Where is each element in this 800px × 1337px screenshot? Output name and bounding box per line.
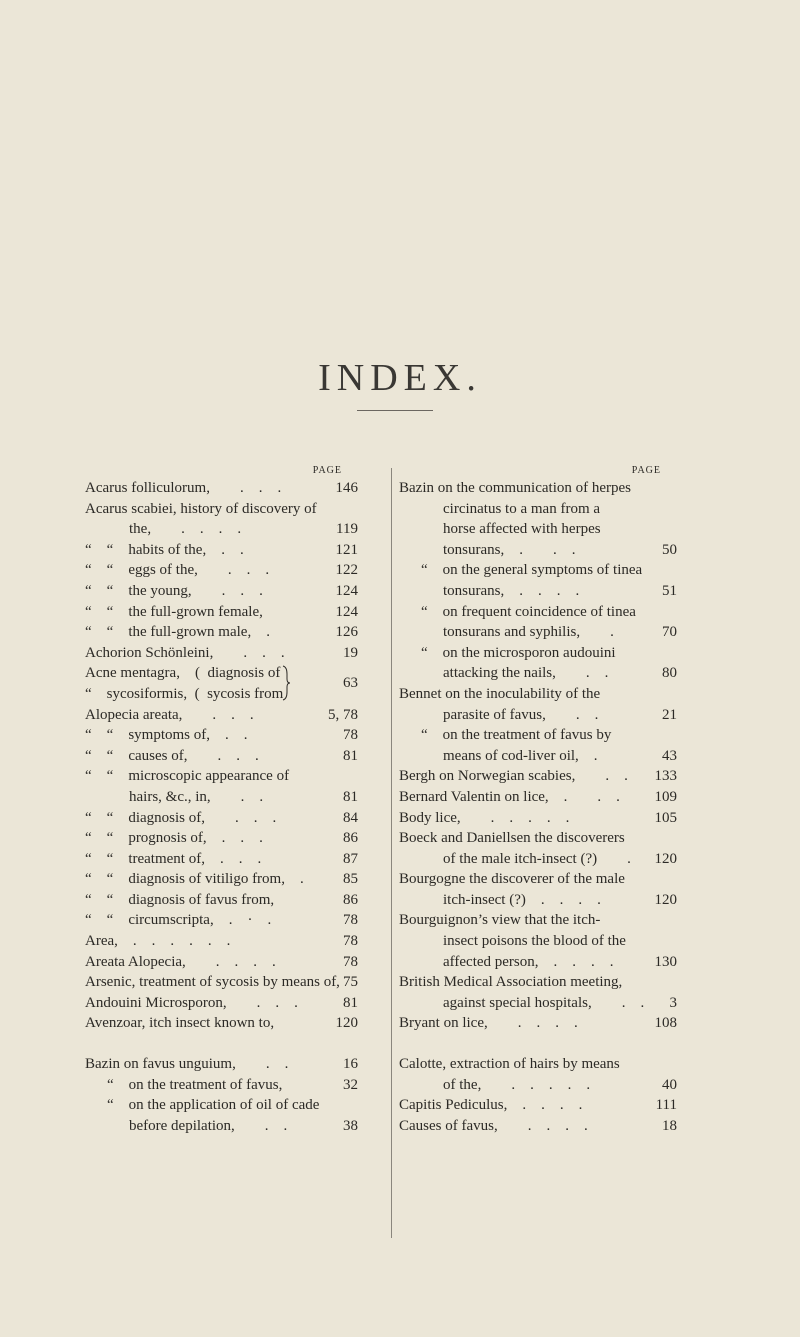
entry-page: 124 — [335, 603, 358, 620]
entry-page: 78 — [343, 953, 358, 970]
entry-text: “ sycosiformis, ( sycosis from — [85, 685, 284, 702]
entry-page: 111 — [655, 1097, 677, 1114]
brace-icon — [282, 665, 290, 701]
index-entry — [399, 910, 689, 931]
entry-page: 5, 78 — [328, 706, 358, 723]
index-entry — [85, 581, 370, 602]
entry-text: Alopecia areata, . . . — [85, 706, 254, 723]
entry-text: “ on the application of oil of cade — [107, 1097, 320, 1114]
entry-text: the, . . . . — [129, 521, 242, 538]
entry-text: Capitis Pediculus, . . . . — [399, 1097, 583, 1114]
entry-page: 81 — [343, 788, 358, 805]
entry-text: “ on the treatment of favus by — [421, 727, 612, 744]
entry-page: 40 — [662, 1076, 677, 1093]
entry-page: 84 — [343, 809, 358, 826]
entry-text: Bazin on favus unguium, . . — [85, 1056, 289, 1073]
index-entry — [399, 705, 689, 726]
index-entry — [85, 869, 370, 890]
index-entry — [85, 478, 370, 499]
index-entry — [399, 725, 689, 746]
index-entry — [85, 499, 370, 520]
entry-text: Causes of favus, . . . . — [399, 1117, 588, 1134]
entry-page: 120 — [654, 850, 677, 867]
entry-text: itch-insect (?) . . . . — [443, 891, 601, 908]
left-column — [85, 464, 370, 1136]
entry-text: against special hospitals, . . — [443, 994, 645, 1011]
entry-text: Avenzoar, itch insect known to, — [85, 1015, 275, 1032]
index-entry — [399, 1095, 689, 1116]
entry-text: “ “ the full-grown male, . — [85, 624, 270, 641]
entry-page: 80 — [662, 665, 677, 682]
entry-text: “ “ diagnosis of favus from, — [85, 891, 275, 908]
entry-text: horse affected with herpes — [443, 521, 601, 538]
entry-text: tonsurans and syphilis, . — [443, 624, 614, 641]
entry-page: 78 — [343, 912, 358, 929]
entry-page: 130 — [654, 953, 677, 970]
entry-page: 78 — [343, 727, 358, 744]
entry-text: “ “ the young, . . . — [85, 582, 263, 599]
entry-text: Acarus scabiei, history of discovery of — [85, 500, 317, 517]
right-entries-a — [399, 478, 689, 1034]
page-header-right: PAGE — [631, 465, 661, 476]
entry-page: 120 — [654, 891, 677, 908]
entry-text: “ on the general symptoms of tinea — [421, 562, 643, 579]
entry-text: “ “ microscopic appearance of — [85, 768, 290, 785]
entry-page: 119 — [336, 521, 358, 538]
index-entry — [399, 519, 689, 540]
entry-page: 63 — [343, 675, 358, 692]
section-gap — [85, 1034, 370, 1054]
entry-text: Bourguignon’s view that the itch- — [399, 912, 601, 929]
index-entry — [85, 725, 370, 746]
index-entry — [85, 828, 370, 849]
index-entry — [85, 1075, 370, 1096]
index-entry — [399, 1075, 689, 1096]
index-entry — [85, 519, 370, 540]
entry-text: Bourgogne the discoverer of the male — [399, 871, 625, 888]
index-entry — [85, 643, 370, 664]
index-entry — [85, 746, 370, 767]
entry-page: 50 — [662, 541, 677, 558]
index-entry — [85, 952, 370, 973]
index-entry — [85, 540, 370, 561]
entry-page: 70 — [662, 624, 677, 641]
index-entry — [399, 1054, 689, 1075]
entry-text: “ “ symptoms of, . . — [85, 727, 248, 744]
index-entry — [85, 766, 370, 787]
left-entries-b — [85, 705, 370, 1035]
entry-page: 21 — [662, 706, 677, 723]
index-entry — [399, 869, 689, 890]
entry-page: 108 — [654, 1015, 677, 1032]
entry-page: 109 — [654, 788, 677, 805]
index-entry — [399, 560, 689, 581]
entry-text: “ “ circumscripta, . · . — [85, 912, 272, 929]
index-entry — [399, 478, 689, 499]
entry-page: 16 — [343, 1056, 358, 1073]
entry-text: “ “ prognosis of, . . . — [85, 830, 263, 847]
index-entry — [85, 705, 370, 726]
column-divider — [391, 468, 392, 1238]
entry-page: 120 — [335, 1015, 358, 1032]
right-entries-c — [399, 1054, 689, 1136]
entry-page: 18 — [662, 1117, 677, 1134]
index-entry — [85, 560, 370, 581]
entry-text: Area, . . . . . . — [85, 933, 231, 950]
index-entry — [85, 993, 370, 1014]
index-entry — [399, 499, 689, 520]
index-entry — [85, 890, 370, 911]
entry-page: 105 — [654, 809, 677, 826]
entry-page: 122 — [335, 562, 358, 579]
index-entry — [399, 972, 689, 993]
entry-text: Bazin on the communication of herpes — [399, 480, 632, 496]
left-entries-a — [85, 478, 370, 663]
index-entry — [399, 766, 689, 787]
entry-page: 124 — [335, 582, 358, 599]
entry-text: Bernard Valentin on lice, . . . — [399, 788, 620, 805]
index-entry — [399, 540, 689, 561]
entry-text: tonsurans, . . . — [443, 541, 576, 558]
index-entry — [85, 1054, 370, 1075]
entry-page: 86 — [343, 891, 358, 908]
index-entry — [85, 849, 370, 870]
index-entry — [85, 931, 370, 952]
index-entry — [85, 787, 370, 808]
entry-page: 85 — [343, 871, 358, 888]
entry-text: affected person, . . . . — [443, 953, 614, 970]
entry-page: 51 — [662, 582, 677, 599]
entry-page: 87 — [343, 850, 358, 867]
entry-text: Body lice, . . . . . — [399, 809, 570, 826]
entry-text: “ “ treatment of, . . . — [85, 850, 262, 867]
entry-page: 75 — [343, 974, 358, 991]
index-entry — [399, 993, 689, 1014]
entry-text: Arsenic, treatment of sycosis by means of, — [85, 974, 340, 991]
index-entry — [399, 581, 689, 602]
index-entry-acne — [85, 663, 370, 704]
index-entry — [85, 1095, 370, 1116]
entry-text: Achorion Schönleini, . . . — [85, 644, 285, 661]
index-entry — [399, 890, 689, 911]
entry-text: Bergh on Norwegian scabies, . . — [399, 768, 628, 785]
entry-page: 133 — [654, 768, 677, 785]
entry-text: of the, . . . . . — [443, 1076, 591, 1093]
entry-text: “ “ habits of the, . . — [85, 541, 244, 558]
index-entry — [85, 972, 370, 993]
index-entry — [399, 1116, 689, 1137]
index-entry — [399, 849, 689, 870]
entry-text: “ on frequent coincidence of tinea — [421, 603, 636, 620]
entry-text: “ “ eggs of the, . . . — [85, 562, 270, 579]
entry-text: Boeck and Daniellsen the discoverers — [399, 830, 625, 847]
entry-text: Andouini Microsporon, . . . — [85, 994, 298, 1011]
index-entry — [399, 602, 689, 623]
entry-text: “ on the microsporon audouini — [421, 644, 616, 661]
entry-text: “ on the treatment of favus, — [107, 1076, 283, 1093]
entry-page: 81 — [343, 747, 358, 764]
entry-text: hairs, &c., in, . . — [129, 788, 264, 805]
entry-page: 121 — [335, 541, 358, 558]
entry-page: 81 — [343, 994, 358, 1011]
entry-text: “ “ causes of, . . . — [85, 747, 259, 764]
entry-page: 86 — [343, 830, 358, 847]
entry-page: 78 — [343, 933, 358, 950]
index-entry — [85, 808, 370, 829]
entry-text: British Medical Association meeting, — [399, 974, 623, 991]
entry-page: 19 — [343, 644, 358, 661]
index-entry — [399, 622, 689, 643]
page-header-left: PAGE — [312, 465, 342, 476]
index-entry — [399, 952, 689, 973]
index-entry — [399, 931, 689, 952]
index-entry — [399, 663, 689, 684]
entry-page: 146 — [335, 480, 358, 496]
entry-text: parasite of favus, . . — [443, 706, 599, 723]
entry-text: Calotte, extraction of hairs by means — [399, 1056, 620, 1073]
entry-page: 3 — [669, 994, 677, 1011]
page-title: INDEX. — [318, 357, 482, 399]
entry-text: Acarus folliculorum, . . . — [85, 480, 282, 496]
index-entry — [399, 1013, 689, 1034]
entry-page: 32 — [343, 1076, 358, 1093]
entry-text: Areata Alopecia, . . . . — [85, 953, 276, 970]
index-entry — [399, 684, 689, 705]
index-entry — [399, 787, 689, 808]
index-entry — [85, 622, 370, 643]
index-entry — [85, 1116, 370, 1137]
entry-text: before depilation, . . — [129, 1117, 288, 1134]
entry-text: “ “ diagnosis of vitiligo from, . — [85, 871, 304, 888]
index-entry — [85, 910, 370, 931]
entry-text: tonsurans, . . . . — [443, 582, 580, 599]
entry-text: circinatus to a man from a — [443, 500, 601, 517]
entry-text: Bryant on lice, . . . . — [399, 1015, 578, 1032]
entry-text: of the male itch-insect (?) . — [443, 850, 631, 867]
index-entry — [85, 602, 370, 623]
entry-text: attacking the nails, . . — [443, 665, 609, 682]
entry-page: 126 — [335, 624, 358, 641]
entry-text: “ “ diagnosis of, . . . — [85, 809, 277, 826]
section-gap — [399, 1034, 689, 1054]
entry-page: 43 — [662, 747, 677, 764]
entry-text: insect poisons the blood of the — [443, 933, 626, 950]
title-rule — [357, 410, 433, 411]
index-entry — [399, 746, 689, 767]
index-entry — [399, 643, 689, 664]
index-entry — [399, 808, 689, 829]
right-column — [399, 464, 689, 1136]
index-entry — [85, 1013, 370, 1034]
entry-text: “ “ the full-grown female, — [85, 603, 263, 620]
entry-text: means of cod-liver oil, . — [443, 747, 598, 764]
entry-page: 38 — [343, 1117, 358, 1134]
index-entry — [399, 828, 689, 849]
left-entries-c — [85, 1054, 370, 1136]
entry-text: Bennet on the inoculability of the — [399, 685, 601, 702]
entry-text: Acne mentagra, ( diagnosis of — [85, 665, 281, 682]
